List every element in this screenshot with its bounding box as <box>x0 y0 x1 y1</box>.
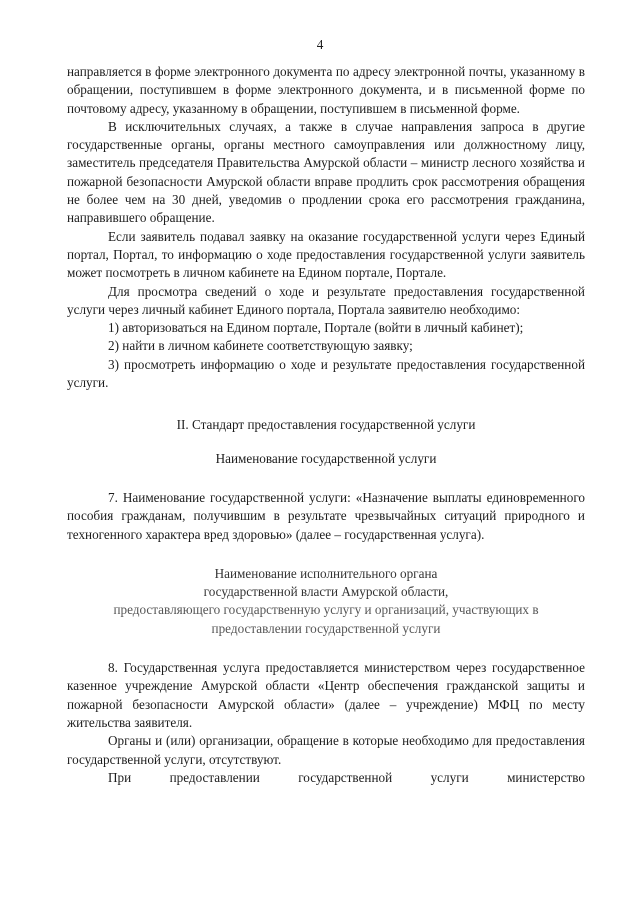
executive-body-heading <box>67 565 585 638</box>
paragraph-service-name: 7. Наименование государственной услуги: «Назначение выплаты единовременного пособия гражданам, получившим в результате чрезвычайных ситуаций природного и техногенного характера вред здоровью» (далее – государственная услуга). <box>67 489 585 542</box>
section-title: II. Стандарт предоставления государственной услуги <box>176 417 476 433</box>
paragraph-portal-application: Если заявитель подавал заявку на оказание государственной услуги через Единый портал, Портал, то информацию о ходе предоставления государственной услуги заявитель может посмотреть в личном кабинете на Едином портале, Портале. <box>67 228 585 281</box>
paragraph-organizations: Органы и (или) организации, обращение в которые необходимо для предоставления государственной услуги, отсутствуют. <box>67 733 585 767</box>
heading-line: государственной власти Амурской области, <box>203 584 449 600</box>
paragraph-ministry: При предоставлении государственной услуги министерство <box>108 769 585 785</box>
heading-line: Наименование исполнительного органа <box>214 565 438 581</box>
paragraph-view-progress: Для просмотра сведений о ходе и результате предоставления государственной услуги через личный кабинет Единого портала, Портала заявителю необходимо: <box>67 283 585 317</box>
paragraph-response-delivery: направляется в форме электронного документа по адресу электронной почты, указанному в обращении, поступившем в форме электронного документа, и в письменной форме по почтовому адресу, указанному в обращении, поступившем в письменной форме. <box>67 64 585 116</box>
heading-line: предоставлении государственной услуги <box>211 620 441 636</box>
heading-line: предоставляющего государственную услугу и организаций, участвующих в <box>113 602 539 618</box>
page-number: 4 <box>316 37 324 52</box>
paragraph-service-provider: 8. Государственная услуга предоставляется министерством через государственное казенное учреждение Амурской области «Центр обеспечения гражданской защиты и пожарной безопасности Амурской области» (далее – учреждение) МФЦ по месту жительства заявителя. <box>67 660 585 730</box>
list-item: 3) просмотреть информацию о ходе и результате предоставления государственной услуги. <box>67 356 585 391</box>
service-name-heading: Наименование государственной услуги <box>215 450 437 466</box>
paragraph-exceptional-cases: В исключительных случаях, а также в случае направления запроса в другие государственные органы, органы местного самоуправления или должностному лицу, заместитель председателя Правительства Амурской области – министр лесного хозяйства и пожарной безопасности Амурской области вправе продлить срок рассмотрения обращения не более чем на 30 дней, уведомив о продлении срока его рассмотрения гражданина, направившего обращение. <box>67 118 585 226</box>
list-item: 1) авторизоваться на Едином портале, Портале (войти в личный кабинет); <box>108 320 524 336</box>
list-item: 2) найти в личном кабинете соответствующую заявку; <box>108 338 413 354</box>
document-body <box>67 63 585 787</box>
